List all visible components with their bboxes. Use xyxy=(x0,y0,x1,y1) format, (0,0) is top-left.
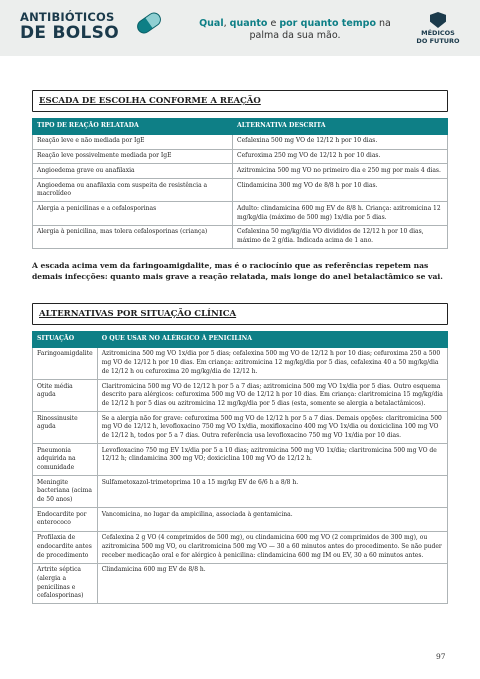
capsule-icon xyxy=(134,10,163,36)
table-cell: Faringoamigdalite xyxy=(33,347,98,379)
brand-line-1: ANTIBIÓTICOS xyxy=(20,10,115,24)
table-cell: Levofloxacino 750 mg EV 1x/dia por 5 a 10 dias; azitromicina 500 mg VO 1x/dia; claritromicina 500 mg VO de 12/12 h; clindamicina 300 mg VO; doxiciclina 100 mg VO de 12/12 h. xyxy=(97,444,447,476)
section-title-clinical-alternatives: ALTERNATIVAS POR SITUAÇÃO CLÍNICA xyxy=(32,303,448,325)
table-row xyxy=(33,134,448,149)
page-header xyxy=(0,0,480,56)
table-cell: Sulfametoxazol-trimetoprima 10 a 15 mg/kg EV de 6/6 h a 8/8 h. xyxy=(97,476,447,508)
column-header: ALTERNATIVA DESCRITA xyxy=(233,119,448,135)
table-header-row xyxy=(33,332,448,348)
table-cell: Cefalexina 50 mg/kg/dia VO divididos de 12/12 h por 10 dias, máximo de 2 g/dia. Indicada acima de 1 ano. xyxy=(233,225,448,248)
table-row xyxy=(33,149,448,164)
table-row xyxy=(33,347,448,379)
table-row xyxy=(33,444,448,476)
table-cell: Reação leve e não mediada por IgE xyxy=(33,134,233,149)
shield-icon xyxy=(430,12,446,28)
table-cell: Profilaxia de endocardite antes de procedimento xyxy=(33,531,98,563)
medicos-do-futuro-logo xyxy=(412,12,464,46)
table-cell: Se a alergia não for grave: cefuroxima 500 mg VO de 12/12 h por 5 a 7 dias. Demais opções: claritromicina 500 mg VO de 12/12 h, levofloxacino 750 mg VO 1x/dia, moxifloxacino 400 mg VO 1x/dia ou doxiciclina 100 mg VO de 12/12 h, todos por 5 a 7 dias. Outra referência usa levofloxacino 750 mg VO 1x/dia por 10 dias. xyxy=(97,412,447,444)
table-row xyxy=(33,531,448,563)
logo-line-2: DO FUTURO xyxy=(416,37,460,45)
page-number: 97 xyxy=(436,652,446,661)
reaction-ladder-table xyxy=(32,118,448,249)
table-cell: Cefuroxima 250 mg VO de 12/12 h por 10 dias. xyxy=(233,149,448,164)
table-cell: Alergia a penicilinas e a cefalosporinas xyxy=(33,202,233,225)
table-cell: Reação leve possivelmente mediada por IgE xyxy=(33,149,233,164)
table-row xyxy=(33,412,448,444)
tagline-text-3: na xyxy=(376,18,391,29)
table-row xyxy=(33,563,448,604)
brand-line-2: DE BOLSO xyxy=(20,22,119,43)
column-header: TIPO DE REAÇÃO RELATADA xyxy=(33,119,233,135)
tagline-text-1: , xyxy=(223,18,230,29)
table-cell: Clindamicina 600 mg EV de 8/8 h. xyxy=(97,563,447,604)
table-cell: Cefalexina 2 g VO (4 comprimidos de 500 mg), ou clindamicina 600 mg VO (2 comprimidos de 300 mg), ou azitromicina 500 mg VO, ou claritromicina 500 mg VO — 30 a 60 minutos antes do procedimento. Se não puder receber medicação oral e for alérgico à penicilina: clindamicina 600 mg IM ou EV, 30 a 60 minutos antes. xyxy=(97,531,447,563)
table-cell: Claritromicina 500 mg VO de 12/12 h por 5 a 7 dias; azitromicina 500 mg VO 1x/dia por 5 dias. Outro esquema descrito para alérgicos: cefuroxima 500 mg VO de 12/12 h por 10 dias. Em criança: claritromicina 15 mg/kg/dia de 12/12 h por 5 dias ou azitromicina 12 mg/kg/dia por 5 dias (esta, somente se alergia a betalactâmicos). xyxy=(97,380,447,412)
table-cell: Clindamicina 300 mg VO de 8/8 h por 10 dias. xyxy=(233,179,448,202)
table-row xyxy=(33,164,448,179)
tagline xyxy=(195,18,395,42)
table-row xyxy=(33,380,448,412)
column-header: O QUE USAR NO ALÉRGICO À PENICILINA xyxy=(97,332,447,348)
clinical-alternatives-table xyxy=(32,331,448,604)
table-cell: Meningite bacteriana (acima de 50 anos) xyxy=(33,476,98,508)
table-cell: Pneumonia adquirida na comunidade xyxy=(33,444,98,476)
table-row xyxy=(33,225,448,248)
summary-note: A escada acima vem da faringoamigdalite, mas é o raciocínio que as referências repetem nas demais infecções: quanto mais grave a reação relatada, mais longe do anel betalactâmico se vai. xyxy=(32,261,443,281)
table-cell: Endocardite por enterococo xyxy=(33,508,98,531)
table-cell: Cefalexina 500 mg VO de 12/12 h por 10 dias. xyxy=(233,134,448,149)
table-row xyxy=(33,476,448,508)
table-cell: Azitromicina 500 mg VO 1x/dia por 5 dias; cefalexina 500 mg VO de 12/12 h por 10 dias; cefuroxima 250 a 500 mg VO de 12/12 h por 10 dias. Em criança: azitromicina 12 mg/kg/dia por 5 dias, cefalexina 40 a 50 mg/kg/dia de 12/12 h ou cefuroxima 20 mg/kg/dia de 12/12 h. xyxy=(97,347,447,379)
table-cell: Azitromicina 500 mg VO no primeiro dia e 250 mg por mais 4 dias. xyxy=(233,164,448,179)
logo-line-1: MÉDICOS xyxy=(421,29,455,37)
tagline-text-2: e xyxy=(267,18,280,29)
table-cell: Artrite séptica (alergia a penicilinas e cefalosporinas) xyxy=(33,563,98,604)
table-row xyxy=(33,179,448,202)
table-cell: Alergia à penicilina, mas tolera cefalosporinas (criança) xyxy=(33,225,233,248)
tagline-line-2: palma da sua mão. xyxy=(249,29,341,41)
table-cell: Adulto: clindamicina 600 mg EV de 8/8 h. Criança: azitromicina 12 mg/kg/dia (máximo de 500 mg) 1x/dia por 5 dias. xyxy=(233,202,448,225)
table-row xyxy=(33,508,448,531)
table-cell: Rinossinusite aguda xyxy=(33,412,98,444)
table-cell: Vancomicina, no lugar da ampicilina, associada à gentamicina. xyxy=(97,508,447,531)
tagline-keyword-1: Qual xyxy=(199,18,224,29)
tagline-keyword-2: quanto xyxy=(229,18,268,29)
table-row xyxy=(33,202,448,225)
section-title-reaction-ladder: ESCADA DE ESCOLHA CONFORME A REAÇÃO xyxy=(32,90,448,112)
table-header-row xyxy=(33,119,448,135)
brand-title xyxy=(20,12,119,42)
column-header: SITUAÇÃO xyxy=(33,332,98,348)
tagline-keyword-3: por quanto tempo xyxy=(279,18,377,29)
table-cell: Angioedema grave ou anafilaxia xyxy=(33,164,233,179)
table-cell: Angioedema ou anafilaxia com suspeita de resistência a macrolídeo xyxy=(33,179,233,202)
table-cell: Otite média aguda xyxy=(33,380,98,412)
